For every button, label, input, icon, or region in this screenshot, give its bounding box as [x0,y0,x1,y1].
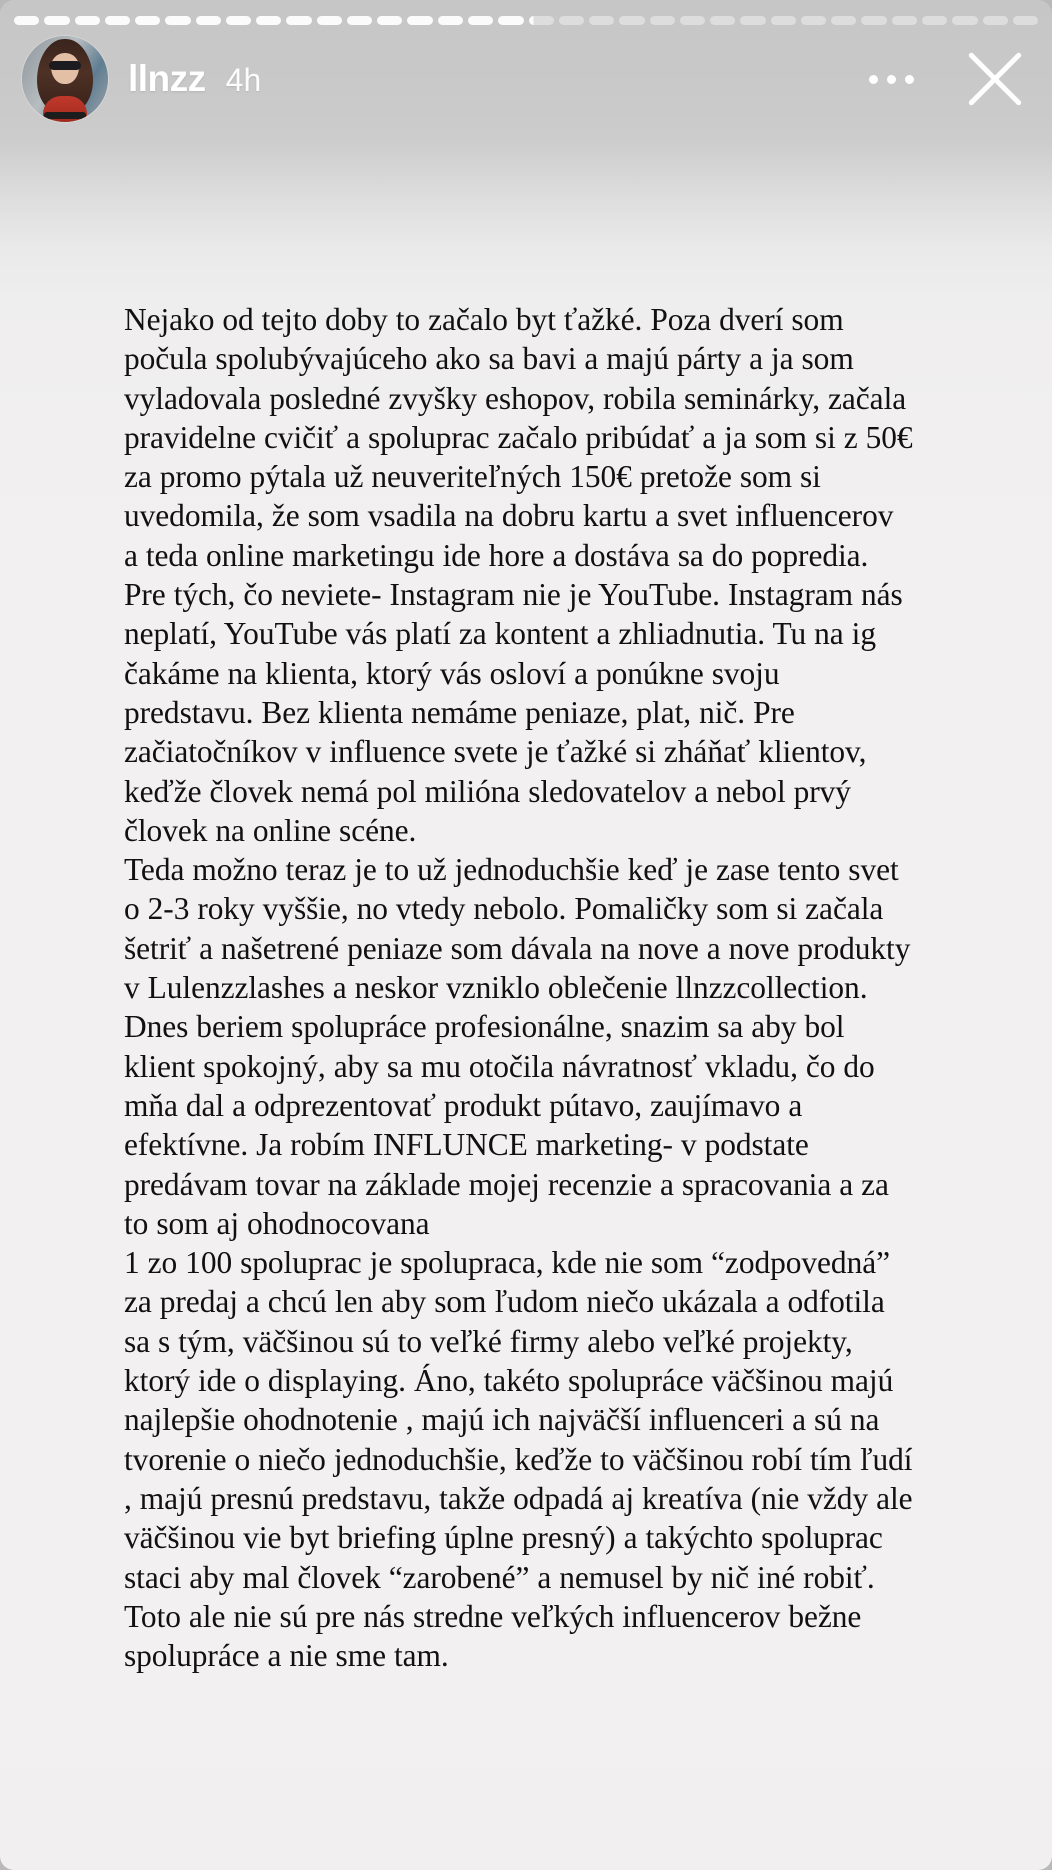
progress-segment[interactable] [861,16,886,25]
story-progress-bar [14,16,1038,25]
progress-segment[interactable] [44,16,69,25]
progress-segment[interactable] [407,16,432,25]
close-button[interactable] [964,48,1026,110]
progress-segment[interactable] [286,16,311,25]
story-paragraph: Teda možno teraz je to už jednoduchšie keď je zase tento svet o 2-3 roky vyššie, no vtedy nebolo. Pomaličky som si začala šetriť a našetrené peniaze som dávala na nove a nove produkty v Lulenzzlashes a neskor vzniklo oblečenie llnzzcollection. [124,852,919,1006]
progress-segment[interactable] [256,16,281,25]
progress-segment[interactable] [680,16,705,25]
progress-segment[interactable] [922,16,947,25]
timestamp-label: 4h [225,62,262,98]
progress-segment[interactable] [75,16,100,25]
progress-segment[interactable] [468,16,493,25]
progress-segment[interactable] [105,16,130,25]
story-paragraph: Dnes beriem spoluprácе profesionálne, snazim sa aby bol klient spokojný, aby sa mu otočila návratnosť vkladu, čo do mňa dal a odprezentovať produkt pútavo, zaujímavo a efektívne. Ja robím INFLUNCE marketing- v podstate predávam tovar na základe mojej recenzie a spracovania a za to som aj ohodnocovana [124,1009,897,1241]
progress-segment[interactable] [831,16,856,25]
progress-segment[interactable] [196,16,221,25]
ellipsis-horizontal-icon [869,75,878,84]
progress-segment[interactable] [801,16,826,25]
header-text-group [128,58,865,100]
username-label[interactable]: llnzz [128,58,206,99]
story-paragraph: 1 zo 100 spoluprac je spolupraca, kde nie som “zodpovedná” za predaj a chcú len aby som ľudom niečo ukázala a odfotila sa s tým, väčšinou sú to veľké firmy alebo veľké projekty, ktorý ide o displaying. Áno, takéto spolupráce väčšinou majú najlepšie ohodnotenie , majú ich najväčší influenceri a sú na tvorenie o niečo jednoduchšie, keďže to väčšinou robí tím ľudí , majú presnú predstavu, takže odpadá aj kreatíva (nie vždy ale väčšinou vie byt briefing úplne presný) a takýchto spoluprac staci aby mal človek “zarobené” a nemusel by nič iné robiť. Toto ale nie sú pre nás stredne veľkých influencerov bežne spolupráce a nie sme tam. [124,1245,921,1674]
story-header [0,36,1052,122]
header-actions [865,48,1026,110]
progress-segment[interactable] [710,16,735,25]
progress-segment[interactable] [983,16,1008,25]
progress-segment[interactable] [498,16,523,25]
progress-segment[interactable] [952,16,977,25]
progress-segment[interactable] [589,16,614,25]
ellipsis-horizontal-icon [905,75,914,84]
avatar-sunglasses-icon [49,61,82,70]
story-paragraph: Nejako od tejto doby to začalo byt ťažké. Poza dverí som počula spolubývajúceho ako sa bavi a majú párty a ja som vyladovala posledné zvyšky eshopov, robila seminárky, začala pravidelne cvičiť a spoluprac začalo pribúdať a ja som si z 50€ za promo pýtala už neuveriteľných 150€ pretože som si uvedomila, že som vsadila na dobru kartu a svet influencerov a teda online marketingu ide hore a dostáva sa do popredia. Pre tých, čo neviete- Instagram nie je YouTube. Instagram nás neplatí, YouTube vás platí za kontent a zhliadnutia. Tu na ig čakáme na klienta, ktorý vás osloví a ponúkne svoju predstavu. Bez klienta nemáme peniaze, plat, nič. Pre začiatočníkov v influence svete je ťažké si zháňať klientov, keďže človek nemá pol milióna sledovatelov a nebol prvý človek na online scéne. [124,302,921,848]
progress-segment[interactable] [619,16,644,25]
progress-segment[interactable] [1013,16,1038,25]
more-options-button[interactable] [865,63,918,96]
progress-segment[interactable] [559,16,584,25]
progress-segment[interactable] [529,16,554,25]
progress-segment[interactable] [135,16,160,25]
progress-segment[interactable] [650,16,675,25]
progress-segment[interactable] [438,16,463,25]
progress-segment[interactable] [14,16,39,25]
story-text-body [124,300,921,1675]
progress-segment[interactable] [347,16,372,25]
progress-segment[interactable] [317,16,342,25]
progress-segment[interactable] [892,16,917,25]
avatar[interactable] [22,36,108,122]
progress-segment[interactable] [377,16,402,25]
progress-segment[interactable] [226,16,251,25]
progress-segment[interactable] [165,16,190,25]
progress-segment[interactable] [771,16,796,25]
ellipsis-horizontal-icon [887,75,896,84]
avatar-belt [44,112,85,120]
progress-segment[interactable] [740,16,765,25]
